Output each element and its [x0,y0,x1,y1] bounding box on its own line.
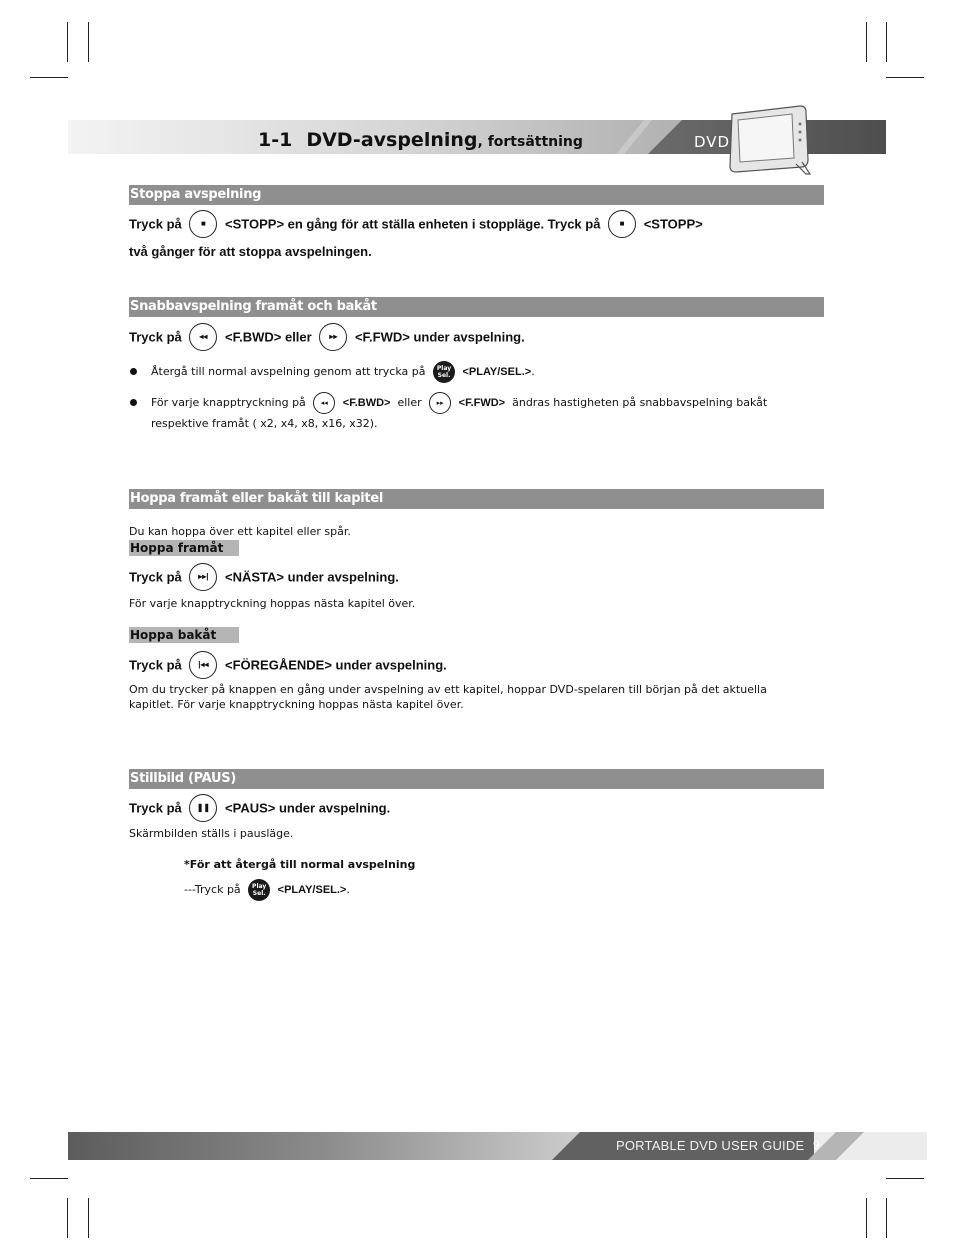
previous-chapter-icon: |◂◂ [189,651,217,679]
fast-forward-icon: ▸▸ [319,323,347,351]
skip-back-note-2: kapitlet. För varje knapptryckning hoppas nästa kapitel över. [129,698,464,711]
scan-bullet-1: Återgå till normal avspelning genom att trycka på Play Sel. <PLAY/SEL.>. [151,361,535,383]
pause-button-icon: ❚❚ [189,794,217,822]
skip-forward-instruction: Tryck på ▸▸| <NÄSTA> under avspelning. [129,563,399,591]
dvd-tab-label: DVD [694,133,731,151]
fast-backward-icon: ◂◂ [189,323,217,351]
next-chapter-icon: ▸▸| [189,563,217,591]
section-header-pause: Stillbild (PAUS) [129,769,824,789]
subsection-header-back: Hoppa bakåt [129,627,239,643]
crop-mark [67,22,68,62]
scan-bullet-2-continuation: respektive framåt ( x2, x4, x8, x16, x32). [151,417,378,430]
crop-mark [866,22,867,62]
portable-dvd-player-icon [726,104,812,176]
pause-tip-title: *För att återgå till normal avspelning [184,858,416,871]
scan-bullet-2: För varje knapptryckning på ◂◂ <F.BWD> eller ▸▸ <F.FWD> ändras hastigheten på snabbavspelning bakåt [151,392,767,414]
crop-mark [88,22,89,62]
skip-intro: Du kan hoppa över ett kapitel eller spår. [129,525,351,538]
section-number: 1-1 [258,129,293,151]
header-stripe [616,120,652,154]
footer-guide-title: PORTABLE DVD USER GUIDE [616,1138,805,1153]
section-header-skip: Hoppa framåt eller bakåt till kapitel [129,489,824,509]
skip-back-note-1: Om du trycker på knappen en gång under avspelning av ett kapitel, hoppar DVD-spelaren till början på det aktuella [129,683,767,696]
crop-mark [30,1178,68,1179]
subsection-header-forward: Hoppa framåt [129,540,239,556]
crop-mark [886,22,887,62]
pause-instruction: Tryck på ❚❚ <PAUS> under avspelning. [129,794,390,822]
pause-note: Skärmbilden ställs i pausläge. [129,827,294,840]
skip-forward-note: För varje knapptryckning hoppas nästa kapitel över. [129,597,416,610]
title-suffix: , fortsättning [477,134,583,150]
crop-mark [886,1198,887,1238]
page-number: 9 [813,1138,820,1152]
fast-backward-icon: ◂◂ [313,392,335,414]
section-header-scan: Snabbavspelning framåt och bakåt [129,297,824,317]
section-header-stop: Stoppa avspelning [129,185,824,205]
bullet-icon [130,368,137,375]
stop-button-icon: ■ [608,210,636,238]
skip-back-instruction: Tryck på |◂◂ <FÖREGÅENDE> under avspelning. [129,651,447,679]
crop-mark [886,77,924,78]
fast-forward-icon: ▸▸ [429,392,451,414]
crop-mark [67,1198,68,1238]
pause-tip: ---Tryck på Play Sel. <PLAY/SEL.>. [184,879,350,901]
stop-instruction-line2: två gånger för att stoppa avspelningen. [129,244,372,259]
stop-instruction-line1: Tryck på ■ <STOPP> en gång för att ställa enheten i stoppläge. Tryck på ■ <STOPP> [129,210,703,238]
play-sel-button-icon: Play Sel. [248,879,270,901]
page-title [258,129,583,151]
crop-mark [88,1198,89,1238]
crop-mark [886,1178,924,1179]
crop-mark [30,77,68,78]
scan-instruction: Tryck på ◂◂ <F.BWD> eller ▸▸ <F.FWD> under avspelning. [129,323,525,351]
title-main: DVD-avspelning [306,129,478,151]
bullet-icon [130,399,137,406]
stop-button-icon: ■ [189,210,217,238]
play-sel-button-icon: Play Sel. [433,361,455,383]
crop-mark [866,1198,867,1238]
